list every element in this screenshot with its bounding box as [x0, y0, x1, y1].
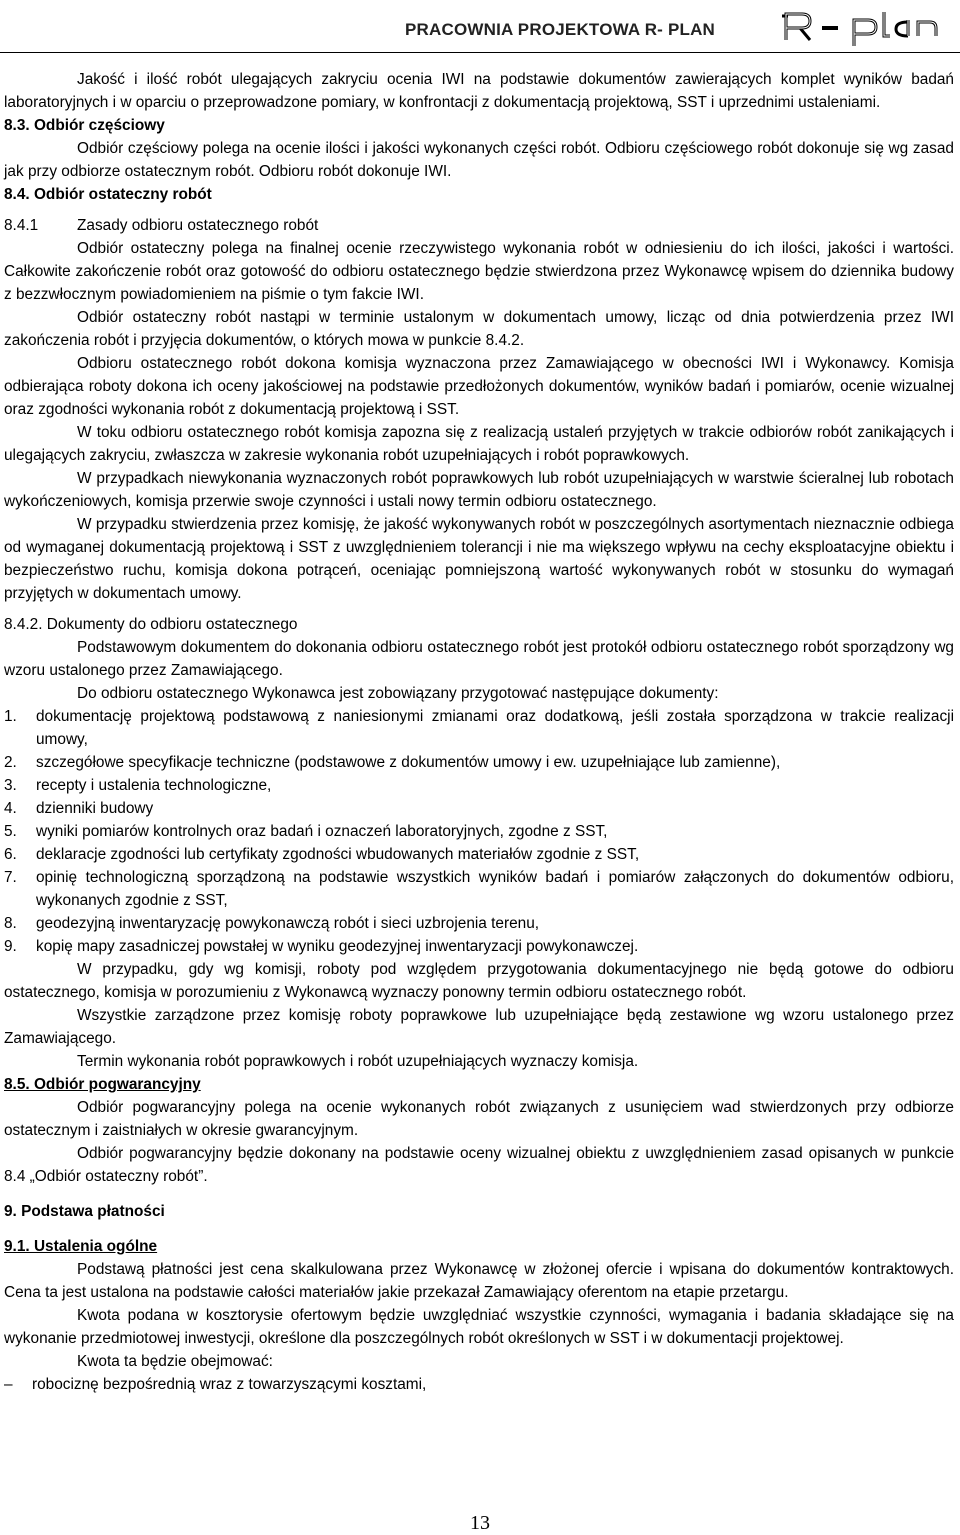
list-item: 6. deklaracje zgodności lub certyfikaty zgodności wbudowanych materiałów zgodnie z SST,: [4, 846, 640, 863]
subsection-title: Zasady odbioru ostatecznego robót: [77, 217, 319, 234]
paragraph: Odbiór częściowy polega na ocenie ilości i jakości wykonanych części robót. Odbioru częściowego robót dokonuje się wg zasad jak przy odbiorze ostatecznym robót. Odbioru robót dokonuje IWI.: [4, 140, 954, 180]
list-item: 8. geodezyjną inwentaryzację powykonawczą robót i sieci uzbrojenia terenu,: [4, 915, 540, 932]
paragraph: Jakość i ilość robót ulegających zakryciu ocenia IWI na podstawie dokumentów zawierających komplet wyników badań laboratoryjnych i w oparciu o przeprowadzone pomiary, w konfrontacji z dokumentacją projektową, SST i uprzednimi ustaleniami.: [4, 71, 954, 111]
paragraph: W przypadkach niewykonania wyznaczonych robót poprawkowych lub robót uzupełniających w warstwie ścieralnej lub robotach wykończeniowych, komisja przerwie swoje czynności i ustali nowy termin odbioru ostatecznego.: [4, 470, 954, 510]
list-item: 7. opinię technologiczną sporządzoną na podstawie wszystkich wyników badań i pomiarów załączonych do dokumentów odbioru, wykonanych zgodnie z SST,: [4, 869, 954, 909]
dash-list-text: robociznę bezpośrednią wraz z towarzyszącymi kosztami,: [32, 1376, 427, 1393]
list-item: 1. dokumentację projektową podstawową z naniesionymi zmianami oraz dodatkową, jeśli została sporządzona w trakcie realizacji umowy,: [4, 708, 954, 748]
paragraph: Termin wykonania robót poprawkowych i robót uzupełniających wyznaczy komisja.: [77, 1053, 639, 1070]
paragraph: Odbiór ostateczny robót nastąpi w terminie ustalonym w dokumentach umowy, licząc od dnia potwierdzenia przez IWI zakończenia robót i przyjęcia dokumentów, o których mowa w punkcie 8.4.2.: [4, 309, 954, 349]
paragraph: W toku odbioru ostatecznego robót komisja zapozna się z realizacją ustaleń przyjętych w trakcie odbiorów robót zanikających i ulegających zakryciu, zwłaszcza w zakresie wykonania robót uzupełniających i robót poprawkowych.: [4, 424, 954, 464]
section-heading-8-3: 8.3. Odbiór częściowy: [4, 117, 165, 134]
subsection-heading-8-4-1: [4, 214, 954, 237]
paragraph: Kwota ta będzie obejmować:: [77, 1353, 273, 1370]
list-item: 9. kopię mapy zasadniczej powstałej w wyniku geodezyjnej inwentaryzacji powykonawczej.: [4, 938, 639, 955]
paragraph: Wszystkie zarządzone przez komisję roboty poprawkowe lub uzupełniające będą zestawione wg wzoru ustalonego przez Zamawiającego.: [4, 1007, 954, 1047]
paragraph: Podstawowym dokumentem do dokonania odbioru ostatecznego robót jest protokół odbioru ostatecznego robót sporządzony wg wzoru ustalonego przez Zamawiającego.: [4, 639, 954, 679]
section-heading-9-1: 9.1. Ustalenia ogólne: [4, 1238, 158, 1255]
dash-bullet-icon: –: [4, 1376, 13, 1393]
subsection-heading-8-4-2: 8.4.2. Dokumenty do odbioru ostatecznego: [4, 616, 298, 633]
paragraph: W przypadku stwierdzenia przez komisję, że jakość wykonywanych robót w poszczególnych asortymentach nieznacznie odbiega od wymaganej dokumentacją projektową i SST z uwzględnieniem tolerancji i nie ma większego wpływu na cechy eksploatacyjne obiektu i bezpieczeństwo ruchu, komisja dokona potrąceń, oceniając pomniejszoną wartość wykonywanych robót w stosunku do wymagań przyjętych w dokumentach umowy.: [4, 516, 954, 602]
list-item: 2. szczegółowe specyfikacje techniczne (podstawowe z dokumentów umowy i ew. uzupełniające lub zamienne),: [4, 754, 781, 771]
paragraph: Do odbioru ostatecznego Wykonawca jest zobowiązany przygotować następujące dokumenty:: [77, 685, 719, 702]
dash-list-item: [4, 1373, 954, 1396]
rplan-logo: [780, 6, 942, 48]
paragraph: Odbiór pogwarancyjny będzie dokonany na podstawie oceny wizualnej obiektu z uwzględnieniem zasad opisanych w punkcie 8.4 „Odbiór ostateczny robót”.: [4, 1145, 954, 1185]
list-item: 5. wyniki pomiarów kontrolnych oraz badań i oznaczeń laboratoryjnych, zgodne z SST,: [4, 823, 608, 840]
subsection-number: 8.4.1: [4, 217, 39, 234]
page-number: 13: [470, 1512, 490, 1534]
section-heading-8-4: 8.4. Odbiór ostateczny robót: [4, 186, 212, 203]
paragraph: Odbiór ostateczny polega na finalnej ocenie rzeczywistego wykonania robót w odniesieniu do ich ilości, jakości i wartości. Całkowite zakończenie robót oraz gotowość do odbioru ostatecznego będzie stwierdzona przez Wykonawcę wpisem do dziennika budowy z bezzwłocznym powiadomieniem na piśmie o tym fakcie IWI.: [4, 240, 954, 303]
document-body: [4, 68, 954, 1396]
section-heading-9: 9. Podstawa płatności: [4, 1203, 165, 1220]
list-item: 4. dzienniki budowy: [4, 800, 154, 817]
section-heading-8-5: 8.5. Odbiór pogwarancyjny: [4, 1076, 201, 1093]
paragraph: Podstawą płatności jest cena skalkulowana przez Wykonawcę w złożonej ofercie i wpisana do dokumentów kontraktowych. Cena ta jest ustalona na podstawie całości materiałów jakie przekazał Zamawiający oferentom na etapie przetargu.: [4, 1261, 954, 1301]
paragraph: Odbiór pogwarancyjny polega na ocenie wykonanych robót związanych z usunięciem wad stwierdzonych przy odbiorze ostatecznym i zaistniałych w okresie gwarancyjnym.: [4, 1099, 954, 1139]
documents-list: [4, 705, 954, 958]
page-header: [0, 0, 960, 53]
paragraph: W przypadku, gdy wg komisji, roboty pod względem przygotowania dokumentacyjnego nie będą gotowe do odbioru ostatecznego, komisja w porozumieniu z Wykonawcą wyznaczy ponowny termin odbioru ostatecznego robót.: [4, 961, 954, 1001]
header-title: PRACOWNIA PROJEKTOWA R- PLAN: [405, 20, 716, 39]
list-item: 3. recepty i ustalenia technologiczne,: [4, 777, 272, 794]
paragraph: Odbioru ostatecznego robót dokona komisja wyznaczona przez Zamawiającego w obecności IWI i Wykonawcy. Komisja odbierająca roboty dokona ich oceny jakościowej na podstawie przedłożonych dokumentów, wyników badań i pomiarów, ocenie wizualnej oraz zgodności wykonania robót z dokumentacją projektową i SST.: [4, 355, 954, 418]
paragraph: Kwota podana w kosztorysie ofertowym będzie uwzględniać wszystkie czynności, wymagania i badania składające się na wykonanie przedmiotowej inwestycji, określone dla poszczególnych robót określonych w SST i w dokumentacji projektowej.: [4, 1307, 954, 1347]
